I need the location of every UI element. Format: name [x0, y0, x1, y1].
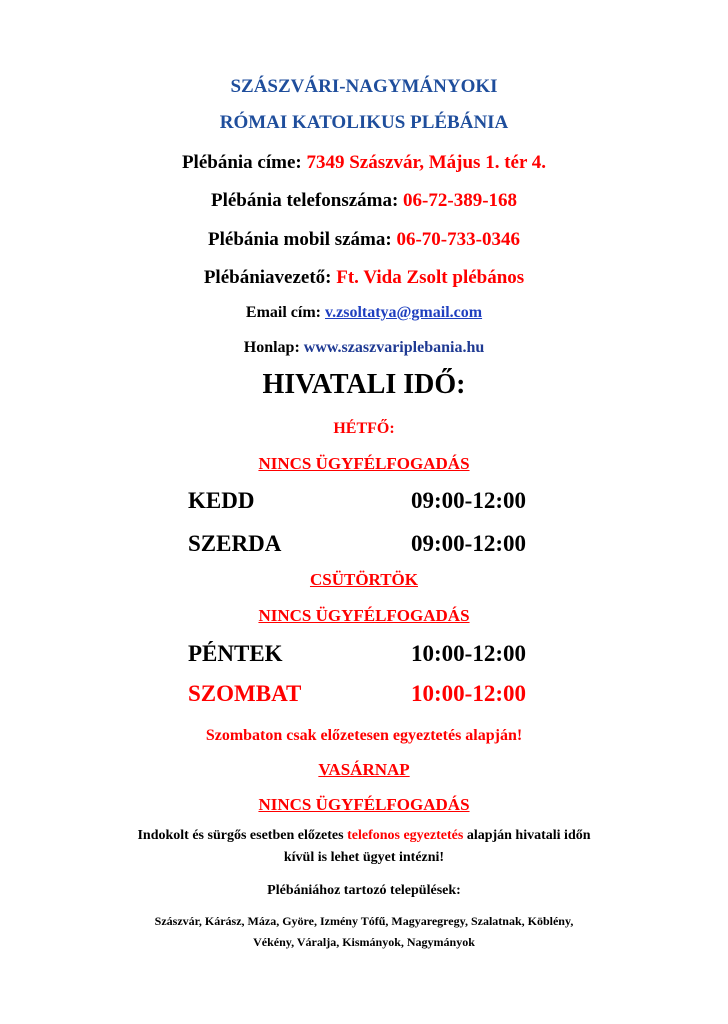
sunday-label: VASÁRNAP — [318, 760, 410, 779]
mobile-label: Plébánia mobil száma: — [208, 229, 392, 250]
tuesday-time: 09:00-12:00 — [411, 488, 526, 513]
leader-line — [0, 267, 728, 289]
thursday-label: CSÜTÖRTÖK — [309, 570, 419, 589]
saturday-label: SZOMBAT — [188, 681, 302, 706]
schedule-row-saturday — [0, 681, 728, 711]
phone-value[interactable]: 06-72-389-168 — [403, 190, 518, 211]
address-label: Plébánia címe: — [181, 152, 302, 173]
email-label: Email cím: — [245, 304, 321, 321]
settlements-list-line2: Vékény, Váralja, Kismányok, Nagymányok — [253, 935, 475, 949]
leader-value: Ft. Vida Zsolt plébános — [336, 267, 525, 288]
phone-label: Plébánia telefonszáma: — [210, 190, 399, 211]
address-line — [0, 152, 728, 174]
urgent-notice-highlight: telefonos egyeztetés — [347, 828, 464, 843]
urgent-notice-part3: alapján hivatali időn — [466, 828, 591, 843]
website-link[interactable]: www.szaszvariplebania.hu — [303, 339, 485, 356]
sunday-closed-note: NINCS ÜGYFÉLFOGADÁS — [258, 795, 470, 814]
urgent-notice-line1 — [0, 828, 728, 844]
email-link[interactable]: v.zsoltatya@gmail.com — [325, 304, 483, 321]
parish-title-line2: RÓMAI KATOLIKUS PLÉBÁNIA — [219, 112, 509, 133]
saturday-note: Szombaton csak előzetesen egyeztetés alapján! — [205, 727, 523, 744]
mobile-line — [0, 229, 728, 251]
monday-closed-note: NINCS ÜGYFÉLFOGADÁS — [258, 454, 470, 473]
website-line — [0, 339, 728, 357]
mobile-value[interactable]: 06-70-733-0346 — [396, 229, 520, 250]
schedule-row-wednesday — [0, 531, 728, 561]
monday-label: HÉTFŐ: — [333, 420, 395, 437]
phone-line — [0, 190, 728, 212]
thursday-closed-note: NINCS ÜGYFÉLFOGADÁS — [258, 606, 470, 625]
friday-label: PÉNTEK — [188, 641, 283, 666]
address-value: 7349 Szászvár, Május 1. tér 4. — [306, 152, 547, 173]
settlements-list-line1: Szászvár, Kárász, Máza, Györe, Izmény Tófű, Magyaregregy, Szalatnak, Köblény, — [154, 914, 574, 928]
urgent-notice-line2: kívül is lehet ügyet intézni! — [283, 850, 445, 865]
office-hours-heading: HIVATALI IDŐ: — [262, 369, 466, 400]
schedule-row-tuesday — [0, 488, 728, 518]
saturday-time: 10:00-12:00 — [411, 681, 526, 706]
settlements-heading: Plébániához tartozó települések: — [267, 883, 461, 898]
email-line — [0, 304, 728, 322]
friday-time: 10:00-12:00 — [411, 641, 526, 666]
website-label: Honlap: — [243, 339, 300, 356]
wednesday-time: 09:00-12:00 — [411, 531, 526, 556]
wednesday-label: SZERDA — [188, 531, 282, 556]
leader-label: Plébániavezető: — [203, 267, 332, 288]
parish-title-line1: SZÁSZVÁRI-NAGYMÁNYOKI — [230, 76, 498, 97]
schedule-row-friday — [0, 641, 728, 671]
urgent-notice-part1: Indokolt és sürgős esetben előzetes — [137, 828, 344, 843]
tuesday-label: KEDD — [188, 488, 255, 513]
